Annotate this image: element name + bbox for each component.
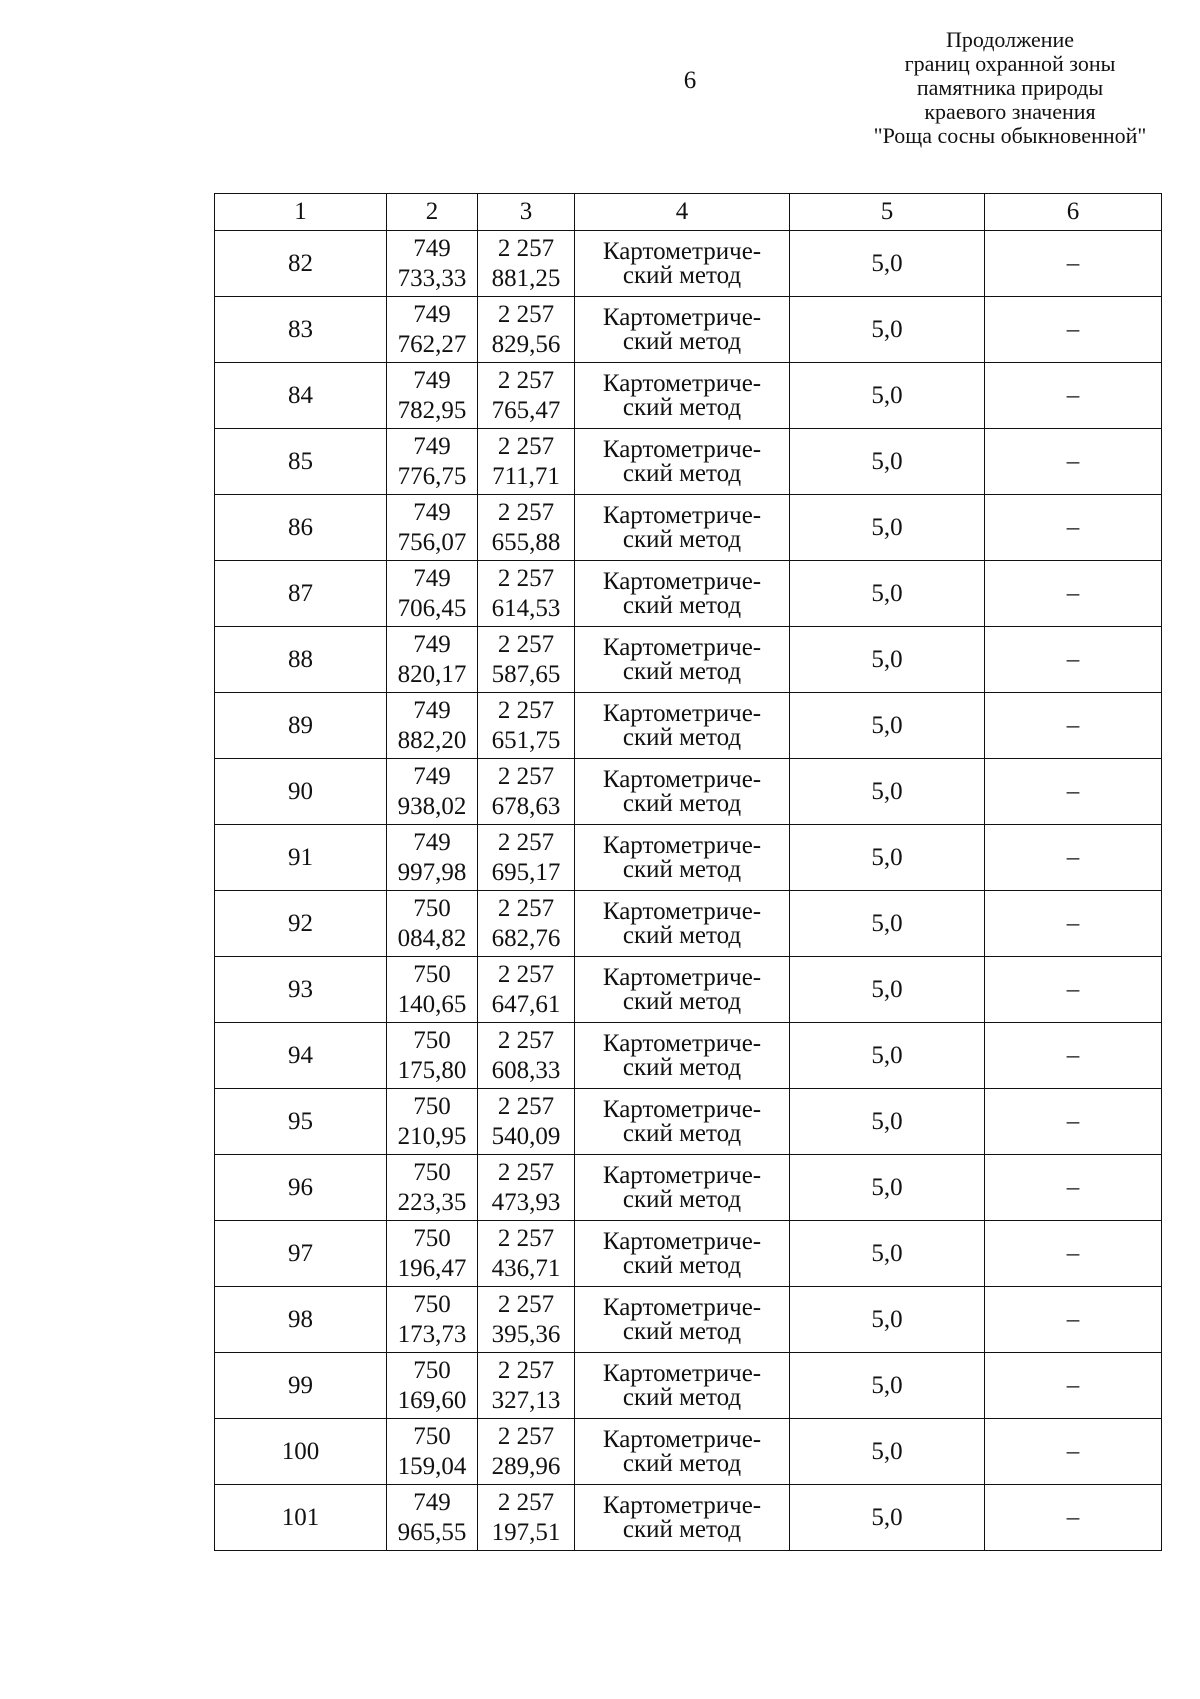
x-coordinate-cell bbox=[387, 1023, 478, 1089]
x-coordinate-part: 749 bbox=[413, 828, 451, 856]
point-number-cell: 90 bbox=[215, 759, 387, 825]
description-cell: – bbox=[985, 693, 1162, 759]
point-number-cell: 99 bbox=[215, 1353, 387, 1419]
y-coordinate-cell bbox=[478, 231, 575, 297]
method-line: Картометриче- bbox=[602, 963, 762, 991]
x-coordinate-part: 749 bbox=[413, 300, 451, 328]
method-line: Картометриче- bbox=[602, 765, 762, 793]
method-cell bbox=[575, 891, 790, 957]
y-coordinate-cell bbox=[478, 1023, 575, 1089]
y-coordinate-part: 2 257 bbox=[497, 630, 555, 658]
x-coordinate-cell bbox=[387, 1155, 478, 1221]
x-coordinate-part: 749 bbox=[413, 498, 451, 526]
method-line: Картометриче- bbox=[602, 1293, 762, 1321]
point-number-cell: 85 bbox=[215, 429, 387, 495]
point-number-cell: 86 bbox=[215, 495, 387, 561]
point-number-cell: 97 bbox=[215, 1221, 387, 1287]
x-coordinate-part: 749 bbox=[413, 564, 451, 592]
description-cell: – bbox=[985, 1287, 1162, 1353]
column-header: 3 bbox=[478, 194, 575, 231]
method-cell bbox=[575, 693, 790, 759]
x-coordinate-part: 997,98 bbox=[397, 858, 467, 886]
point-number-cell: 93 bbox=[215, 957, 387, 1023]
x-coordinate-cell bbox=[387, 693, 478, 759]
table-row bbox=[215, 1023, 1162, 1089]
method-cell bbox=[575, 1023, 790, 1089]
description-cell: – bbox=[985, 1485, 1162, 1551]
point-number-cell: 84 bbox=[215, 363, 387, 429]
accuracy-cell: 5,0 bbox=[790, 627, 985, 693]
y-coordinate-part: 2 257 bbox=[497, 1158, 555, 1186]
column-header: 4 bbox=[575, 194, 790, 231]
x-coordinate-cell bbox=[387, 495, 478, 561]
y-coordinate-part: 2 257 bbox=[497, 300, 555, 328]
method-cell bbox=[575, 1155, 790, 1221]
y-coordinate-cell bbox=[478, 1419, 575, 1485]
y-coordinate-part: 436,71 bbox=[491, 1254, 561, 1282]
x-coordinate-cell bbox=[387, 1287, 478, 1353]
method-line: ский метод bbox=[622, 1119, 742, 1147]
x-coordinate-part: 749 bbox=[413, 696, 451, 724]
column-header: 2 bbox=[387, 194, 478, 231]
method-line: Картометриче- bbox=[602, 699, 762, 727]
y-coordinate-part: 2 257 bbox=[497, 1290, 555, 1318]
x-coordinate-part: 750 bbox=[413, 1092, 451, 1120]
y-coordinate-part: 2 257 bbox=[497, 1356, 555, 1384]
method-line: ский метод bbox=[622, 1317, 742, 1345]
x-coordinate-cell bbox=[387, 1089, 478, 1155]
x-coordinate-part: 750 bbox=[413, 1158, 451, 1186]
x-coordinate-part: 210,95 bbox=[397, 1122, 467, 1150]
description-cell: – bbox=[985, 627, 1162, 693]
description-cell: – bbox=[985, 825, 1162, 891]
x-coordinate-part: 196,47 bbox=[397, 1254, 467, 1282]
x-coordinate-cell bbox=[387, 1221, 478, 1287]
accuracy-cell: 5,0 bbox=[790, 231, 985, 297]
accuracy-cell: 5,0 bbox=[790, 1221, 985, 1287]
x-coordinate-part: 084,82 bbox=[397, 924, 467, 952]
method-line: Картометриче- bbox=[602, 633, 762, 661]
page-number: 6 bbox=[683, 67, 697, 94]
method-line: Картометриче- bbox=[602, 237, 762, 265]
x-coordinate-part: 762,27 bbox=[397, 330, 467, 358]
method-line: Картометриче- bbox=[602, 1095, 762, 1123]
description-cell: – bbox=[985, 1221, 1162, 1287]
method-cell bbox=[575, 825, 790, 891]
y-coordinate-part: 651,75 bbox=[491, 726, 561, 754]
description-cell: – bbox=[985, 1419, 1162, 1485]
y-coordinate-part: 881,25 bbox=[491, 264, 561, 292]
description-cell: – bbox=[985, 1353, 1162, 1419]
y-coordinate-cell bbox=[478, 1221, 575, 1287]
method-cell bbox=[575, 1353, 790, 1419]
method-line: Картометриче- bbox=[602, 567, 762, 595]
method-line: ский метод bbox=[622, 1251, 742, 1279]
x-coordinate-part: 882,20 bbox=[397, 726, 467, 754]
table-row bbox=[215, 957, 1162, 1023]
point-number-cell: 91 bbox=[215, 825, 387, 891]
table-row bbox=[215, 891, 1162, 957]
accuracy-cell: 5,0 bbox=[790, 429, 985, 495]
description-cell: – bbox=[985, 1155, 1162, 1221]
heading-line: "Роща сосны обыкновенной" bbox=[873, 123, 1147, 148]
y-coordinate-part: 327,13 bbox=[491, 1386, 561, 1414]
description-cell: – bbox=[985, 363, 1162, 429]
accuracy-cell: 5,0 bbox=[790, 1089, 985, 1155]
accuracy-cell: 5,0 bbox=[790, 825, 985, 891]
method-line: Картометриче- bbox=[602, 831, 762, 859]
point-number-cell: 96 bbox=[215, 1155, 387, 1221]
method-line: ский метод bbox=[622, 723, 742, 751]
x-coordinate-part: 938,02 bbox=[397, 792, 467, 820]
point-number-cell: 95 bbox=[215, 1089, 387, 1155]
table-row bbox=[215, 495, 1162, 561]
method-cell bbox=[575, 561, 790, 627]
table-row bbox=[215, 1485, 1162, 1551]
table-row bbox=[215, 1221, 1162, 1287]
y-coordinate-cell bbox=[478, 1287, 575, 1353]
accuracy-cell: 5,0 bbox=[790, 1023, 985, 1089]
y-coordinate-part: 473,93 bbox=[491, 1188, 561, 1216]
description-cell: – bbox=[985, 1023, 1162, 1089]
x-coordinate-cell bbox=[387, 297, 478, 363]
x-coordinate-part: 782,95 bbox=[397, 396, 467, 424]
heading-line: краевого значения bbox=[924, 99, 1096, 124]
description-cell: – bbox=[985, 561, 1162, 627]
accuracy-cell: 5,0 bbox=[790, 1485, 985, 1551]
method-line: ский метод bbox=[622, 855, 742, 883]
point-number-cell: 87 bbox=[215, 561, 387, 627]
table-row bbox=[215, 1155, 1162, 1221]
point-number-cell: 101 bbox=[215, 1485, 387, 1551]
method-cell bbox=[575, 1287, 790, 1353]
y-coordinate-part: 655,88 bbox=[491, 528, 561, 556]
method-line: Картометриче- bbox=[602, 1029, 762, 1057]
x-coordinate-part: 750 bbox=[413, 1290, 451, 1318]
description-cell: – bbox=[985, 297, 1162, 363]
method-line: Картометриче- bbox=[602, 897, 762, 925]
x-coordinate-cell bbox=[387, 561, 478, 627]
x-coordinate-part: 749 bbox=[413, 630, 451, 658]
accuracy-cell: 5,0 bbox=[790, 1419, 985, 1485]
y-coordinate-cell bbox=[478, 429, 575, 495]
accuracy-cell: 5,0 bbox=[790, 561, 985, 627]
y-coordinate-part: 2 257 bbox=[497, 1488, 555, 1516]
method-line: ский метод bbox=[622, 1383, 742, 1411]
method-cell bbox=[575, 1221, 790, 1287]
method-cell bbox=[575, 231, 790, 297]
x-coordinate-part: 140,65 bbox=[397, 990, 467, 1018]
y-coordinate-part: 289,96 bbox=[491, 1452, 561, 1480]
column-header: 1 bbox=[215, 194, 387, 231]
method-line: ский метод bbox=[622, 591, 742, 619]
method-line: ский метод bbox=[622, 459, 742, 487]
table-row bbox=[215, 627, 1162, 693]
y-coordinate-part: 711,71 bbox=[492, 462, 560, 490]
accuracy-cell: 5,0 bbox=[790, 1155, 985, 1221]
description-cell: – bbox=[985, 759, 1162, 825]
y-coordinate-part: 2 257 bbox=[497, 762, 555, 790]
method-line: Картометриче- bbox=[602, 1491, 762, 1519]
x-coordinate-part: 749 bbox=[413, 762, 451, 790]
x-coordinate-cell bbox=[387, 627, 478, 693]
y-coordinate-part: 540,09 bbox=[491, 1122, 561, 1150]
method-line: ский метод bbox=[622, 261, 742, 289]
y-coordinate-part: 2 257 bbox=[497, 234, 555, 262]
method-cell bbox=[575, 1419, 790, 1485]
method-line: ский метод bbox=[622, 921, 742, 949]
point-number-cell: 89 bbox=[215, 693, 387, 759]
x-coordinate-part: 175,80 bbox=[397, 1056, 467, 1084]
point-number-cell: 98 bbox=[215, 1287, 387, 1353]
y-coordinate-part: 2 257 bbox=[497, 894, 555, 922]
point-number-cell: 83 bbox=[215, 297, 387, 363]
accuracy-cell: 5,0 bbox=[790, 363, 985, 429]
table-row bbox=[215, 825, 1162, 891]
method-line: Картометриче- bbox=[602, 1359, 762, 1387]
y-coordinate-part: 2 257 bbox=[497, 564, 555, 592]
method-line: Картометриче- bbox=[602, 1227, 762, 1255]
y-coordinate-cell bbox=[478, 495, 575, 561]
y-coordinate-part: 2 257 bbox=[497, 366, 555, 394]
x-coordinate-part: 750 bbox=[413, 894, 451, 922]
x-coordinate-cell bbox=[387, 231, 478, 297]
boundary-coordinates-table bbox=[214, 193, 1162, 1551]
y-coordinate-cell bbox=[478, 561, 575, 627]
y-coordinate-cell bbox=[478, 1485, 575, 1551]
description-cell: – bbox=[985, 231, 1162, 297]
description-cell: – bbox=[985, 957, 1162, 1023]
x-coordinate-part: 750 bbox=[413, 960, 451, 988]
accuracy-cell: 5,0 bbox=[790, 693, 985, 759]
x-coordinate-part: 750 bbox=[413, 1224, 451, 1252]
column-header: 5 bbox=[790, 194, 985, 231]
method-line: Картометриче- bbox=[602, 369, 762, 397]
x-coordinate-part: 159,04 bbox=[397, 1452, 467, 1480]
table-row bbox=[215, 1419, 1162, 1485]
point-number-cell: 94 bbox=[215, 1023, 387, 1089]
method-line: Картометриче- bbox=[602, 303, 762, 331]
table-header-row bbox=[215, 194, 1162, 231]
heading-line: границ охранной зоны bbox=[904, 51, 1116, 76]
y-coordinate-part: 197,51 bbox=[491, 1518, 561, 1546]
accuracy-cell: 5,0 bbox=[790, 759, 985, 825]
y-coordinate-cell bbox=[478, 1089, 575, 1155]
y-coordinate-part: 829,56 bbox=[491, 330, 561, 358]
method-line: ский метод bbox=[622, 657, 742, 685]
y-coordinate-cell bbox=[478, 1353, 575, 1419]
x-coordinate-cell bbox=[387, 957, 478, 1023]
table-row bbox=[215, 759, 1162, 825]
x-coordinate-cell bbox=[387, 363, 478, 429]
description-cell: – bbox=[985, 495, 1162, 561]
method-cell bbox=[575, 957, 790, 1023]
y-coordinate-part: 647,61 bbox=[491, 990, 561, 1018]
x-coordinate-cell bbox=[387, 1485, 478, 1551]
document-heading bbox=[840, 28, 1180, 148]
column-header: 6 bbox=[985, 194, 1162, 231]
y-coordinate-part: 395,36 bbox=[491, 1320, 561, 1348]
accuracy-cell: 5,0 bbox=[790, 1353, 985, 1419]
heading-line: памятника природы bbox=[916, 75, 1104, 100]
x-coordinate-part: 749 bbox=[413, 1488, 451, 1516]
y-coordinate-part: 608,33 bbox=[491, 1056, 561, 1084]
y-coordinate-part: 678,63 bbox=[491, 792, 561, 820]
y-coordinate-part: 2 257 bbox=[497, 1422, 555, 1450]
method-line: Картометриче- bbox=[602, 435, 762, 463]
y-coordinate-part: 682,76 bbox=[491, 924, 561, 952]
y-coordinate-cell bbox=[478, 627, 575, 693]
x-coordinate-part: 750 bbox=[413, 1026, 451, 1054]
point-number-cell: 82 bbox=[215, 231, 387, 297]
y-coordinate-part: 2 257 bbox=[497, 432, 555, 460]
x-coordinate-part: 749 bbox=[413, 366, 451, 394]
x-coordinate-part: 223,35 bbox=[397, 1188, 467, 1216]
description-cell: – bbox=[985, 1089, 1162, 1155]
y-coordinate-cell bbox=[478, 363, 575, 429]
method-line: ский метод bbox=[622, 327, 742, 355]
heading-line: Продолжение bbox=[945, 27, 1075, 52]
y-coordinate-cell bbox=[478, 693, 575, 759]
y-coordinate-cell bbox=[478, 891, 575, 957]
method-cell bbox=[575, 429, 790, 495]
y-coordinate-cell bbox=[478, 759, 575, 825]
y-coordinate-part: 2 257 bbox=[497, 960, 555, 988]
description-cell: – bbox=[985, 891, 1162, 957]
accuracy-cell: 5,0 bbox=[790, 957, 985, 1023]
method-line: Картометриче- bbox=[602, 501, 762, 529]
x-coordinate-part: 965,55 bbox=[397, 1518, 467, 1546]
y-coordinate-part: 614,53 bbox=[491, 594, 561, 622]
x-coordinate-part: 749 bbox=[413, 234, 451, 262]
x-coordinate-part: 173,73 bbox=[397, 1320, 467, 1348]
table-row bbox=[215, 1287, 1162, 1353]
x-coordinate-part: 750 bbox=[413, 1356, 451, 1384]
method-cell bbox=[575, 297, 790, 363]
method-line: ский метод bbox=[622, 1449, 742, 1477]
x-coordinate-cell bbox=[387, 1419, 478, 1485]
y-coordinate-part: 2 257 bbox=[497, 1224, 555, 1252]
x-coordinate-cell bbox=[387, 891, 478, 957]
table-row bbox=[215, 561, 1162, 627]
method-line: ский метод bbox=[622, 987, 742, 1015]
y-coordinate-part: 2 257 bbox=[497, 696, 555, 724]
method-line: ский метод bbox=[622, 525, 742, 553]
table-row bbox=[215, 1089, 1162, 1155]
y-coordinate-cell bbox=[478, 1155, 575, 1221]
method-line: ский метод bbox=[622, 393, 742, 421]
y-coordinate-part: 2 257 bbox=[497, 1092, 555, 1120]
accuracy-cell: 5,0 bbox=[790, 1287, 985, 1353]
x-coordinate-part: 756,07 bbox=[397, 528, 467, 556]
method-cell bbox=[575, 1089, 790, 1155]
y-coordinate-part: 587,65 bbox=[491, 660, 561, 688]
method-line: ский метод bbox=[622, 1515, 742, 1543]
method-line: Картометриче- bbox=[602, 1425, 762, 1453]
table-row bbox=[215, 297, 1162, 363]
description-cell: – bbox=[985, 429, 1162, 495]
y-coordinate-cell bbox=[478, 825, 575, 891]
x-coordinate-part: 169,60 bbox=[397, 1386, 467, 1414]
y-coordinate-part: 2 257 bbox=[497, 498, 555, 526]
x-coordinate-part: 706,45 bbox=[397, 594, 467, 622]
y-coordinate-part: 2 257 bbox=[497, 1026, 555, 1054]
method-line: ский метод bbox=[622, 1185, 742, 1213]
y-coordinate-cell bbox=[478, 297, 575, 363]
table-row bbox=[215, 693, 1162, 759]
method-cell bbox=[575, 495, 790, 561]
x-coordinate-part: 749 bbox=[413, 432, 451, 460]
x-coordinate-cell bbox=[387, 825, 478, 891]
accuracy-cell: 5,0 bbox=[790, 495, 985, 561]
x-coordinate-part: 750 bbox=[413, 1422, 451, 1450]
accuracy-cell: 5,0 bbox=[790, 891, 985, 957]
table-row bbox=[215, 1353, 1162, 1419]
x-coordinate-cell bbox=[387, 429, 478, 495]
point-number-cell: 100 bbox=[215, 1419, 387, 1485]
table-body bbox=[215, 194, 1162, 1551]
x-coordinate-cell bbox=[387, 1353, 478, 1419]
x-coordinate-cell bbox=[387, 759, 478, 825]
method-line: ский метод bbox=[622, 1053, 742, 1081]
table-row bbox=[215, 429, 1162, 495]
y-coordinate-part: 765,47 bbox=[491, 396, 561, 424]
method-cell bbox=[575, 627, 790, 693]
y-coordinate-cell bbox=[478, 957, 575, 1023]
method-line: Картометриче- bbox=[602, 1161, 762, 1189]
method-cell bbox=[575, 759, 790, 825]
accuracy-cell: 5,0 bbox=[790, 297, 985, 363]
point-number-cell: 92 bbox=[215, 891, 387, 957]
y-coordinate-part: 695,17 bbox=[491, 858, 561, 886]
method-cell bbox=[575, 1485, 790, 1551]
point-number-cell: 88 bbox=[215, 627, 387, 693]
x-coordinate-part: 733,33 bbox=[397, 264, 467, 292]
y-coordinate-part: 2 257 bbox=[497, 828, 555, 856]
method-line: ский метод bbox=[622, 789, 742, 817]
table-row bbox=[215, 231, 1162, 297]
x-coordinate-part: 820,17 bbox=[397, 660, 467, 688]
method-cell bbox=[575, 363, 790, 429]
x-coordinate-part: 776,75 bbox=[397, 462, 467, 490]
table-row bbox=[215, 363, 1162, 429]
